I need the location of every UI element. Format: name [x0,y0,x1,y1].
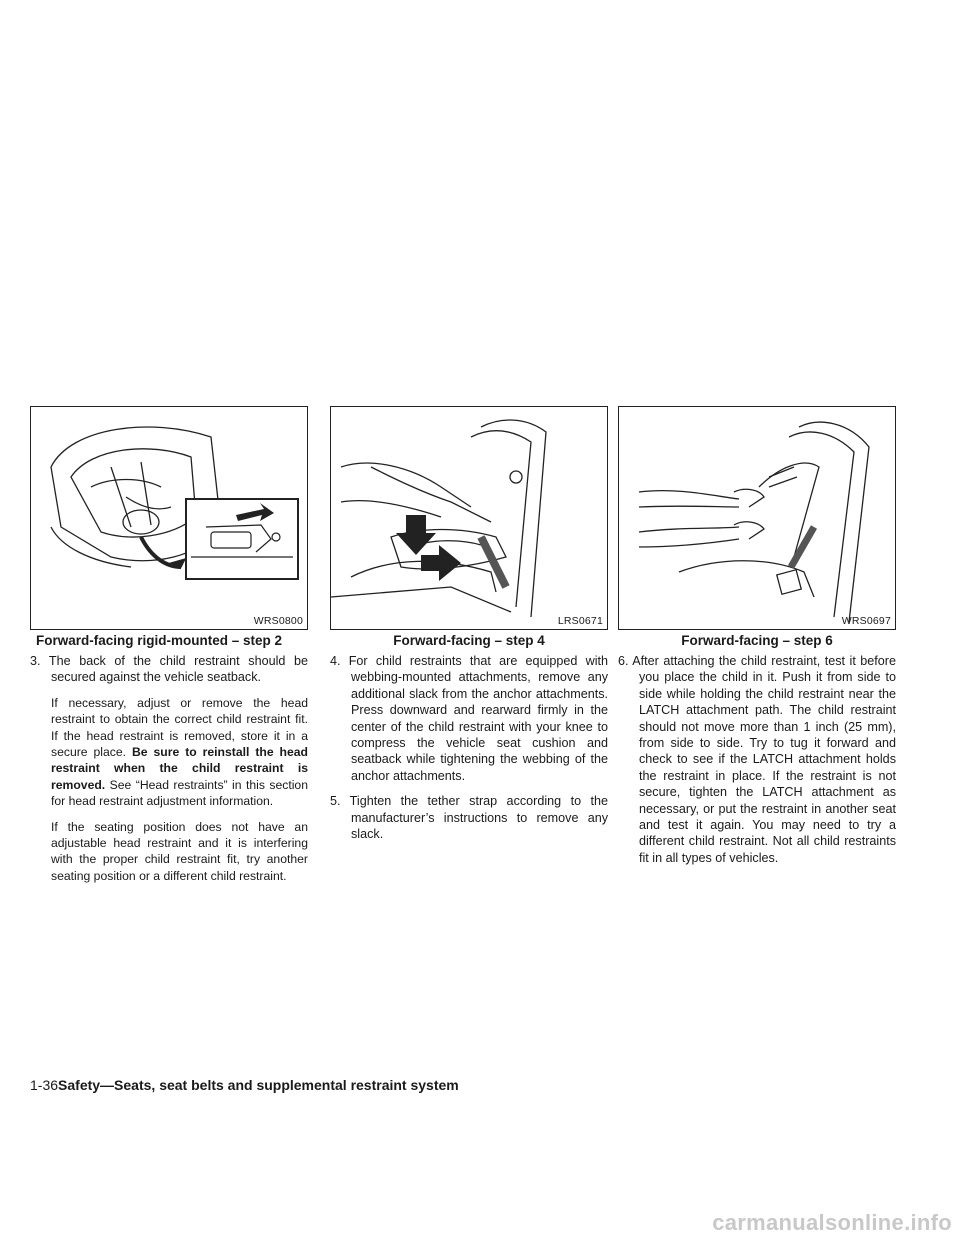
figure-caption: Forward-facing – step 6 [681,633,833,648]
page-number: 1-36 [30,1077,59,1093]
column-1 [30,406,308,893]
child-seat-illustration [31,407,307,629]
step-5-text: 5. Tighten the tether strap according to the manufacturer’s instructions to remove any slack. [330,794,608,842]
p1-bold-warning: Be sure to reinstall the head restraint when the child restraint is removed. [51,745,309,792]
figure-code: WRS0697 [841,615,891,627]
p1-text-a: If necessary, adjust or remove the head restraint to obtain the correct child restraint fit. If the head restraint is removed, store it in a secure place. [51,695,308,760]
page-footer [30,1077,459,1093]
knee-press-illustration [331,407,607,629]
column-2 [330,406,608,851]
figure-caption: Forward-facing – step 4 [393,633,545,648]
watermark-logo: carmanualsonline.info [712,1210,952,1235]
step-4-text: 4. For child restraints that are equipped with webbing-mounted attachments, remove any additional slack from the anchor attachments. Press downward and rearward firmly in the center of the child restraint with your knee to compress the vehicle seat cushion and seatback while tightening the webbing of the anchor attachments. [330,654,608,783]
figure-caption: Forward-facing rigid-mounted – step 2 [36,633,283,648]
step-3-paragraph-1 [30,695,308,810]
figure-step-6 [618,406,896,630]
section-title: Safety—Seats, seat belts and supplemental restraint system [58,1077,459,1093]
figure-step-4 [330,406,608,630]
column-3 [618,406,896,875]
figure-rigid-mounted-step-2 [30,406,308,630]
p1-text-b: See “Head restraints” in this section for head restraint adjustment information. [51,777,308,809]
figure-code: LRS0671 [557,615,603,627]
step-3-paragraph-2: If the seating position does not have an adjustable head restraint and it is interfering with the proper child restraint fit, try another seating position or a different child restraint. [51,819,308,883]
push-test-illustration [619,407,895,629]
figure-code: WRS0800 [253,615,303,627]
step-6-text: 6. After attaching the child restraint, test it before you place the child in it. Push it from side to side while holding the child restraint near the LATCH attachment path. The child restraint should not move more than 1 inch (25 mm), from side to side. Try to tug it forward and check to see if the LATCH attachment holds the restraint in place. If the restraint is not secure, tighten the LATCH attachment as necessary, or put the restraint in another seat and test it again. You may need to try a different child restraint. Not all child restraints fit in all types of vehicles. [618,654,896,865]
step-3-text: 3. The back of the child restraint should be secured against the vehicle seatback. [30,654,308,685]
